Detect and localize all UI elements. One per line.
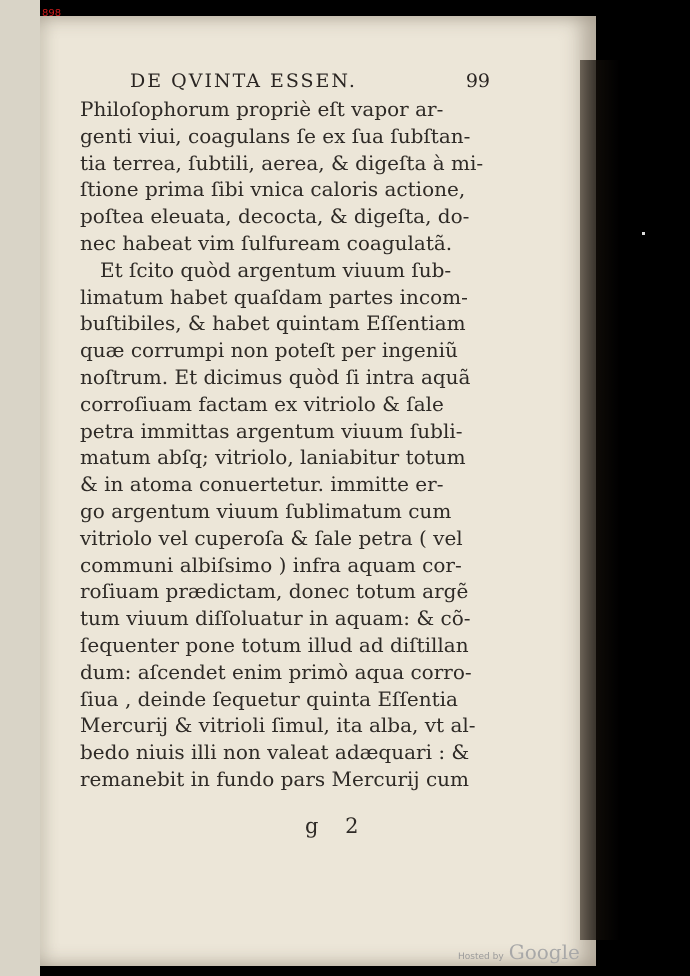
text-line: remanebit in fundo pars Mercurij cum [80, 766, 470, 791]
scan-id-label: 898 [42, 8, 62, 19]
text-line: roſiuam prædictam, donec totum argẽ [80, 579, 469, 604]
text-line: tum viuum diſſoluatur in aquam: & cõ- [80, 606, 471, 631]
google-brand: Google [508, 940, 580, 964]
text-line: poſtea eleuata, decocta, & digeſta, do- [80, 204, 470, 229]
text-line: ſequenter pone totum illud ad diſtillan [80, 632, 469, 657]
body-text [80, 96, 484, 793]
text-line: genti viui, coagulans ſe ex ſua ſubſtan- [80, 123, 471, 148]
text-line: limatum habet quaſdam partes incom- [80, 284, 468, 309]
text-line: bedo niuis illi non valeat adæquari : & [80, 740, 470, 765]
scan-artifact [642, 232, 645, 235]
page-edge [0, 0, 40, 976]
page-number: 99 [465, 70, 490, 92]
text-line: & in atoma conuertetur. immitte er- [80, 472, 444, 497]
text-line: Et ſcito quòd argentum viuum ſub- [100, 257, 452, 282]
text-line: Mercurij & vitrioli ſimul, ita alba, vt al- [80, 713, 476, 738]
text-line: corroſiuam factam ex vitriolo & ſale [80, 391, 444, 416]
text-line: go argentum viuum ſublimatum cum [80, 498, 452, 523]
text-line: nec habeat vim ſulfuream coagulatã. [80, 230, 453, 255]
hosted-by-label: Hosted by [458, 952, 504, 962]
text-line: vitriolo vel cuperoſa & ſale petra ( vel [80, 525, 463, 550]
text-line: communi albiſsimo ) infra aquam cor- [80, 552, 462, 577]
text-line: petra immittas argentum viuum ſubli- [80, 418, 463, 443]
text-line: tia terrea, ſubtili, aerea, & digeſta à mi- [80, 150, 484, 175]
text-line: noſtrum. Et dicimus quòd ſi intra aquã [80, 364, 471, 389]
text-line: quæ corrumpi non poteſt per ingeniũ [80, 338, 458, 363]
text-line: dum: aſcendet enim primò aqua corro- [80, 659, 472, 684]
text-line: ſiua , deinde ſequetur quinta Eſſentia [80, 686, 458, 711]
gutter-shadow [580, 60, 620, 940]
text-line: ſtione prima ſibi vnica caloris actione, [80, 177, 466, 202]
text-line: Philoſophorum propriè eſt vapor ar- [80, 97, 444, 121]
google-hosted-logo[interactable] [458, 940, 580, 964]
signature-mark: g 2 [305, 814, 369, 838]
text-line: matum abſq; vitriolo, laniabitur totum [80, 445, 466, 470]
text-line: buſtibiles, & habet quintam Eſſentiam [80, 311, 466, 336]
running-head: DE QVINTA ESSEN. [130, 70, 357, 92]
